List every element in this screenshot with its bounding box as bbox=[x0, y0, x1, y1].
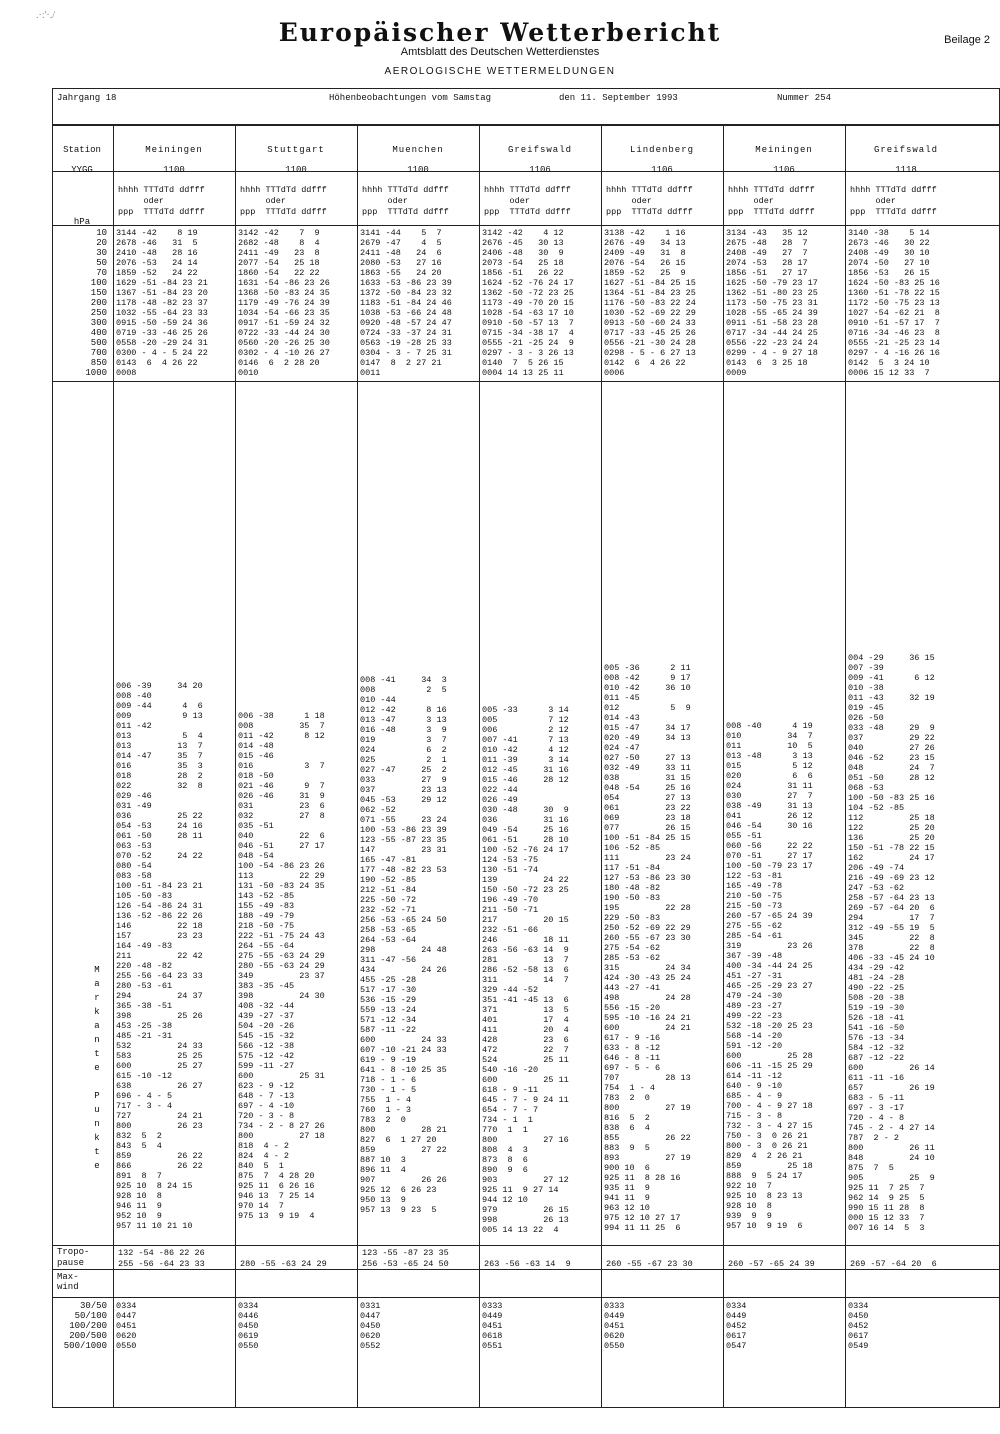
tropopause-data: 269 -57 -64 20 6 bbox=[850, 1259, 937, 1269]
column-header: hhhh TTTdTd ddfff oder ppp TTTdTd ddfff bbox=[484, 185, 571, 217]
column-divider bbox=[479, 125, 480, 1407]
column-divider bbox=[113, 125, 114, 1407]
station-name: Meiningen bbox=[755, 145, 813, 155]
pressure-levels: 10 20 30 50 70 100 150 200 250 300 400 500 700 850 1000 bbox=[85, 228, 107, 378]
standard-levels-data: 3141 -44 5 7 2679 -47 4 5 2411 -48 24 6 2080 -53 27 16 1863 -55 24 20 1633 -53 -86 23 39 1372 -50 -84 23 32 1183 -51 -84 24 46 1038 -53 -66 24 48 0920 -48 -57 24 47 0724 -33 -37 24 31 0563 -19 -28 25 33 0304 - 3 - 7 25 31 0147 8 2 27 21 0011 bbox=[360, 228, 452, 378]
column-divider bbox=[357, 125, 358, 1407]
scan-mark: .·:'·./ bbox=[36, 10, 56, 21]
standard-levels-data: 3140 -38 5 14 2673 -46 30 22 2408 -49 30 10 2074 -50 27 10 1856 -53 26 15 1624 -50 -83 25 16 1360 -51 -78 22 15 1172 -50 -75 23 13 1027 -54 -62 21 8 0910 -51 -57 17 7 0716 -34 -46 23 8 0555 -21 -25 23 14 0297 - 4 -16 26 16 0142 5 3 24 10 0006 15 12 33 7 bbox=[848, 228, 940, 378]
maxwind-data: 0333 0449 0451 0620 0550 bbox=[604, 1301, 625, 1351]
tropopause-data: 263 -56 -63 14 9 bbox=[484, 1259, 571, 1269]
column-header: hhhh TTTdTd ddfff oder ppp TTTdTd ddfff bbox=[240, 185, 327, 217]
column-divider bbox=[845, 125, 846, 1407]
station-label: Station bbox=[63, 145, 101, 155]
station-time: 1106 bbox=[529, 165, 551, 175]
data-table bbox=[52, 124, 1000, 1408]
maxwind-data: 0334 0449 0452 0617 0547 bbox=[726, 1301, 747, 1351]
tropopause-label: Tropo- pause bbox=[57, 1247, 90, 1268]
issue-number: Nummer 254 bbox=[777, 93, 832, 103]
observation-date: den 11. September 1993 bbox=[559, 93, 678, 103]
column-divider bbox=[235, 125, 236, 1407]
column-header: hhhh TTTdTd ddfff oder ppp TTTdTd ddfff bbox=[606, 185, 693, 217]
maxwind-data: 0334 0447 0451 0620 0550 bbox=[116, 1301, 137, 1351]
column-header: hhhh TTTdTd ddfff oder ppp TTTdTd ddfff bbox=[362, 185, 449, 217]
hpa-label: hPa bbox=[73, 217, 91, 227]
section-title: AEROLOGISCHE WETTERMELDUNGEN bbox=[384, 66, 616, 77]
standard-levels-data: 3138 -42 1 16 2676 -49 34 13 2409 -49 31 8 2076 -54 26 15 1859 -52 25 9 1627 -51 -84 25 15 1364 -51 -84 23 25 1176 -50 -83 22 24 1030 -52 -69 22 29 0913 -50 -60 24 33 0717 -33 -45 25 26 0556 -21 -30 24 28 0298 - 5 - 6 27 13 0142 6 4 26 22 0006 bbox=[604, 228, 696, 378]
maxwind-data: 0334 0446 0450 0619 0550 bbox=[238, 1301, 259, 1351]
significant-levels-data: 008 -41 34 3 008 2 5 010 -44 012 -42 8 16 013 -47 3 13 016 -48 3 9 019 3 7 024 6 2 025 2 1 027 -47 25 2 033 27 9 037 23 13 045 -53 29 12 062 -52 071 -55 23 24 100 -53 -86 23 39 123 -55 -87 23 35 147 23 31 165 -47 -81 177 -48 -82 23 53 190 -52 -85 212 -51 -84 225 -50 -72 232 -52 -71 256 -53 -65 24 50 258 -53 -65 264 -53 -64 298 24 48 311 -47 -56 434 24 26 455 -25 -28 517 -17 -30 536 -15 -29 559 -13 -24 571 -12 -34 587 -11 -22 600 24 33 607 -10 -21 24 33 619 - 9 -19 641 - 8 -10 25 35 718 - 1 - 6 730 - 1 - 5 755 1 - 4 760 1 - 3 783 2 0 800 28 21 827 6 1 27 20 859 27 22 887 10 3 896 11 4 907 26 26 925 12 6 26 23 950 13 9 957 13 9 23 5 bbox=[360, 675, 447, 1215]
markante-punkte-label: M a r k a n t e P u n k t e bbox=[94, 965, 100, 1171]
station-time: 1100 bbox=[285, 165, 307, 175]
significant-levels-data: 004 -29 36 15 007 -39 009 -41 6 12 010 -38 011 -43 32 19 019 -45 026 -50 033 -48 29 9 037 29 22 040 27 26 046 -52 23 15 048 24 7 051 -50 28 12 068 -53 100 -50 -83 25 16 104 -52 -85 112 25 18 122 25 20 136 25 20 150 -51 -78 22 15 162 24 17 206 -49 -74 216 -49 -69 23 12 247 -53 -62 258 -57 -64 23 13 269 -57 -64 20 6 294 17 7 312 -49 -55 19 5 345 22 8 378 22 8 406 -33 -45 24 10 434 -29 -42 481 -24 -28 490 -22 -25 508 -20 -38 519 -19 -30 526 -18 -41 541 -16 -50 576 -13 -34 584 -12 -32 687 -12 -22 600 26 14 611 -11 -16 657 26 19 683 - 5 -11 697 - 3 -17 720 - 4 - 8 745 - 2 - 4 27 14 787 2 - 2 800 26 11 848 24 10 875 7 5 905 25 9 925 11 7 25 7 962 14 9 25 5 990 15 11 28 8 000 15 12 33 7 007 16 14 5 3 bbox=[848, 653, 935, 1233]
info-bar bbox=[52, 88, 1000, 126]
tropopause-data: 260 -55 -67 23 30 bbox=[606, 1259, 693, 1269]
station-name: Greifswald bbox=[507, 145, 572, 155]
significant-levels-data: 005 -33 3 14 005 7 12 006 2 12 007 -41 7 13 010 -42 4 12 011 -39 3 14 012 -45 31 16 015 -46 28 12 022 -44 026 -49 030 -48 30 9 036 31 16 049 -54 25 16 061 -51 28 10 100 -52 -76 24 17 124 -53 -75 130 -51 -74 139 24 22 150 -50 -72 23 25 196 -49 -70 211 -50 -71 217 20 15 232 -51 -66 246 18 11 263 -56 -63 14 9 281 13 7 286 -52 -58 13 6 311 14 7 329 -44 -52 351 -41 -45 13 6 371 13 5 401 17 4 411 20 4 428 23 6 472 22 7 524 25 11 540 -16 -20 600 25 11 618 - 9 -11 645 - 7 - 9 24 11 654 - 7 - 7 734 - 1 1 770 1 1 800 27 16 808 4 3 873 8 6 890 9 6 903 27 12 925 11 9 27 14 944 12 10 979 26 15 998 26 13 005 14 13 22 4 bbox=[482, 705, 569, 1235]
maxwind-data: 0331 0447 0450 0620 0552 bbox=[360, 1301, 381, 1351]
maxwind-data: 0334 0450 0452 0617 0549 bbox=[848, 1301, 869, 1351]
significant-levels-data: 006 -38 1 18 008 35 7 011 -42 8 12 014 -48 015 -46 016 3 7 018 -50 021 -46 9 7 026 -46 31 9 031 23 6 032 27 8 035 -51 040 22 6 046 -51 27 17 048 -54 100 -54 -86 23 26 113 22 29 131 -50 -83 24 35 143 -52 -85 155 -49 -83 188 -49 -79 218 -50 -75 222 -51 -75 24 43 264 -55 -64 275 -55 -63 24 29 280 -55 -63 24 29 349 23 37 383 -35 -45 398 24 30 408 -32 -44 439 -27 -37 504 -20 -26 545 -15 -32 566 -12 -38 575 -12 -42 599 -11 -27 600 25 31 623 - 9 -12 648 - 7 -13 697 - 4 -10 720 - 3 - 8 734 - 2 - 8 27 26 800 27 18 818 4 - 2 824 4 - 2 840 5 1 875 7 4 28 20 925 11 6 26 16 946 13 7 25 14 970 14 7 975 13 9 19 4 bbox=[238, 711, 325, 1221]
standard-levels-data: 3142 -42 4 12 2676 -45 30 13 2406 -48 30 9 2073 -54 25 18 1856 -51 26 22 1624 -52 -76 24 17 1362 -50 -72 23 25 1173 -49 -70 20 15 1028 -54 -63 17 10 0910 -50 -57 13 7 0715 -34 -38 17 4 0555 -21 -25 24 9 0297 - 3 - 3 26 13 0140 7 5 26 15 0004 14 13 25 11 bbox=[482, 228, 574, 378]
station-time: 1118 bbox=[895, 165, 917, 175]
standard-levels-data: 3142 -42 7 9 2682 -48 8 4 2411 -49 23 8 2077 -54 25 18 1860 -54 22 22 1631 -54 -86 23 26 1368 -50 -83 24 35 1179 -49 -76 24 39 1034 -54 -66 23 35 0917 -51 -59 24 32 0722 -33 -44 24 30 0560 -20 -26 25 30 0302 - 4 -10 26 27 0146 6 2 28 20 0010 bbox=[238, 228, 330, 378]
yygg-label: YYGG bbox=[71, 165, 93, 175]
tropopause-data: 132 -54 -86 22 26 255 -56 -64 23 33 bbox=[118, 1248, 205, 1269]
column-divider bbox=[723, 125, 724, 1407]
station-name: Meiningen bbox=[145, 145, 203, 155]
maxwind-label: Max- wind bbox=[57, 1272, 79, 1292]
station-name: Stuttgart bbox=[267, 145, 325, 155]
column-header: hhhh TTTdTd ddfff oder ppp TTTdTd ddfff bbox=[728, 185, 815, 217]
divider bbox=[53, 1297, 999, 1298]
station-time: 1100 bbox=[163, 165, 185, 175]
divider bbox=[53, 225, 999, 226]
station-name: Lindenberg bbox=[629, 145, 694, 155]
jahrgang: Jahrgang 18 bbox=[57, 93, 117, 103]
tropopause-data: 280 -55 -63 24 29 bbox=[240, 1259, 327, 1269]
tropopause-data: 123 -55 -87 23 35 256 -53 -65 24 50 bbox=[362, 1248, 449, 1269]
tropopause-data: 260 -57 -65 24 39 bbox=[728, 1259, 815, 1269]
column-header: hhhh TTTdTd ddfff oder ppp TTTdTd ddfff bbox=[850, 185, 937, 217]
beilage-label: Beilage 2 bbox=[944, 34, 990, 46]
divider bbox=[53, 381, 999, 382]
observation-type: Höhenbeobachtungen vom Samstag bbox=[329, 93, 492, 103]
significant-levels-data: 008 -40 4 19 010 34 7 011 10 5 013 -48 3 13 015 5 12 020 6 6 024 31 11 030 27 7 038 -49 31 13 041 26 12 046 -54 30 16 055 -51 060 -56 22 22 070 -51 27 17 100 -50 -79 23 17 122 -53 -81 165 -49 -78 210 -50 -75 215 -50 -73 260 -57 -65 24 39 275 -55 -62 285 -54 -61 319 23 26 367 -39 -48 400 -34 -44 24 25 451 -27 -31 465 -25 -29 23 27 479 -24 -30 489 -23 -27 499 -22 -23 532 -18 -20 25 23 568 -14 -20 591 -12 -20 600 25 28 606 -11 -15 25 29 614 -11 -12 640 - 9 -10 685 - 4 - 9 700 - 4 - 9 27 18 715 - 3 - 8 732 - 3 - 4 27 15 750 - 3 0 26 21 800 - 3 0 26 21 829 4 2 26 21 859 25 18 888 9 5 24 17 922 10 7 925 10 8 23 13 928 10 8 939 9 9 957 10 9 19 6 bbox=[726, 721, 813, 1231]
station-time: 1100 bbox=[407, 165, 429, 175]
standard-levels-data: 3134 -43 35 12 2675 -48 28 7 2408 -49 27 7 2074 -53 28 17 1856 -51 27 17 1625 -50 -79 23 17 1362 -51 -80 23 25 1173 -50 -75 23 31 1028 -55 -65 24 39 0911 -51 -58 23 28 0717 -34 -44 24 25 0556 -22 -23 24 24 0299 - 4 - 9 27 18 0143 6 3 25 18 0009 bbox=[726, 228, 818, 378]
station-time: 1106 bbox=[651, 165, 673, 175]
standard-levels-data: 3144 -42 8 19 2678 -46 31 5 2410 -48 28 16 2076 -53 24 14 1859 -52 24 22 1629 -51 -84 23 21 1367 -51 -84 23 20 1178 -48 -82 23 37 1032 -55 -64 23 33 0915 -50 -59 24 36 0719 -33 -46 25 26 0558 -20 -29 24 31 0300 - 4 - 5 24 22 0143 6 4 26 22 0008 bbox=[116, 228, 208, 378]
page-subtitle: Amtsblatt des Deutschen Wetterdienstes bbox=[400, 46, 600, 58]
layer-labels: 30/50 50/100 100/200 200/500 500/1000 bbox=[63, 1301, 107, 1351]
significant-levels-data: 005 -36 2 11 008 -42 9 17 010 -42 36 10 011 -45 012 5 9 014 -43 015 -47 34 17 020 -49 34 13 024 -47 027 -50 27 13 032 -49 33 11 038 31 15 048 -54 25 16 054 27 13 061 23 22 069 23 18 077 26 15 100 -51 -84 25 15 106 -52 -85 111 23 24 117 -51 -84 127 -53 -86 23 30 180 -48 -82 190 -50 -83 195 22 28 229 -50 -83 250 -52 -69 22 29 260 -55 -67 23 30 275 -54 -62 285 -53 -62 315 24 34 424 -30 -43 25 24 443 -27 -41 498 24 28 556 -15 -20 595 -10 -16 24 21 600 24 21 617 - 9 -16 633 - 8 -12 646 - 8 -11 697 - 5 - 6 707 28 13 754 1 - 4 783 2 0 800 27 19 816 5 2 838 6 4 855 26 22 883 9 5 893 27 19 900 10 6 925 11 8 28 16 935 11 9 941 11 9 963 12 10 975 12 10 27 17 994 11 11 25 6 bbox=[604, 663, 691, 1233]
station-name: Muenchen bbox=[392, 145, 444, 155]
station-name: Greifswald bbox=[873, 145, 938, 155]
divider bbox=[53, 1245, 999, 1246]
page-title: Europäischer Wetterbericht bbox=[278, 18, 722, 47]
column-divider bbox=[601, 125, 602, 1407]
significant-levels-data: 006 -39 34 20 008 -40 009 -44 4 6 009 9 13 011 -42 013 5 4 013 13 7 014 -47 35 7 016 35 3 018 28 2 022 32 8 029 -46 031 -49 036 25 22 054 -53 24 16 061 -50 28 11 063 -53 070 -52 24 22 080 -54 083 -58 100 -51 -84 23 21 105 -50 -83 126 -54 -86 24 31 136 -52 -86 22 26 146 22 18 157 23 23 164 -49 -83 211 22 42 220 -48 -82 255 -56 -64 23 33 280 -53 -61 294 24 37 365 -38 -51 398 25 26 453 -25 -38 485 -21 -31 532 24 33 583 25 25 600 25 27 615 -10 -12 638 26 27 696 - 4 - 5 717 - 3 - 4 727 24 21 800 26 23 832 5 2 843 5 4 859 26 22 866 26 22 891 8 7 925 10 8 24 15 928 10 8 946 11 9 952 10 9 957 11 10 21 10 bbox=[116, 681, 203, 1231]
maxwind-data: 0333 0449 0451 0618 0551 bbox=[482, 1301, 503, 1351]
column-header: hhhh TTTdTd ddfff oder ppp TTTdTd ddfff bbox=[118, 185, 205, 217]
station-time: 1106 bbox=[773, 165, 795, 175]
